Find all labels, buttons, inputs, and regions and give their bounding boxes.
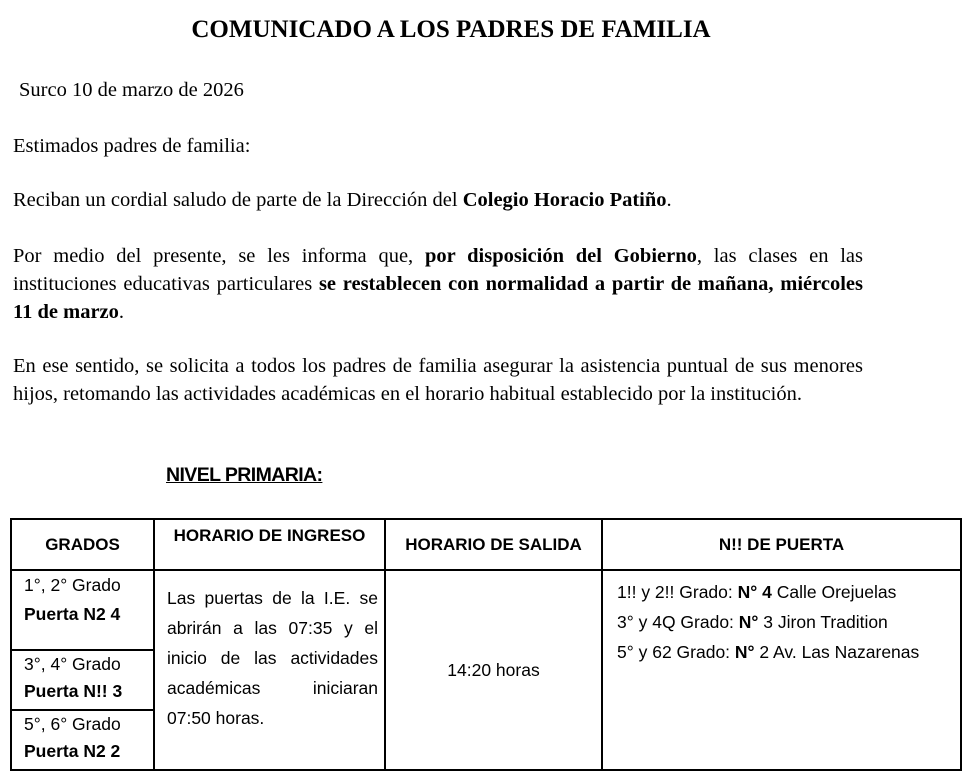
door-number: N° bbox=[738, 612, 759, 632]
p2-text-a: Por medio del presente, se les informa que, bbox=[13, 245, 425, 267]
schedule-table bbox=[10, 518, 962, 771]
door-street: Calle Orejuelas bbox=[771, 582, 897, 602]
header-grades: GRADOS bbox=[11, 519, 154, 570]
level-heading: NIVEL PRIMARIA: bbox=[166, 464, 323, 486]
header-exit: HORARIO DE SALIDA bbox=[385, 519, 602, 570]
door-street: 3 Jiron Tradition bbox=[758, 612, 888, 632]
p2-bold-government: por disposición del Gobierno bbox=[424, 245, 697, 267]
grade-door: Puerta N!! 3 bbox=[24, 681, 123, 701]
door-item bbox=[617, 607, 954, 637]
header-entry: HORARIO DE INGRESO bbox=[154, 519, 385, 570]
p2-text-c: , las clases en las instituciones educativas particulares bbox=[13, 245, 864, 295]
school-name: Colegio Horacio Patiño bbox=[462, 189, 667, 211]
grade-door: Puerta N2 2 bbox=[24, 741, 121, 761]
document-date: Surco 10 de marzo de 2026 bbox=[19, 79, 244, 101]
p1-end: . bbox=[666, 189, 672, 211]
door-grades: 1!! y 2!! Grado: bbox=[617, 582, 738, 602]
greeting: Estimados padres de familia: bbox=[13, 135, 251, 157]
table-row bbox=[11, 570, 961, 650]
header-door: N!! DE PUERTA bbox=[602, 519, 961, 570]
door-list bbox=[602, 570, 961, 770]
exit-schedule: 14:20 horas bbox=[385, 570, 602, 770]
p2-bold-resume: se restablecen con normalidad a partir de mañana, miércoles 11 de marzo bbox=[13, 273, 863, 323]
grade-cell bbox=[11, 570, 154, 650]
grade-label: 3°, 4° Grado bbox=[24, 654, 121, 674]
grade-cell bbox=[11, 650, 154, 710]
p2-end: . bbox=[118, 301, 125, 323]
door-grades: 5° y 62 Grado: bbox=[617, 642, 735, 662]
p1-text: Reciban un cordial saludo de parte de la Dirección del bbox=[13, 189, 463, 211]
grade-label: 5°, 6° Grado bbox=[24, 714, 121, 734]
door-item bbox=[617, 637, 954, 667]
paragraph-announcement bbox=[13, 242, 863, 326]
grade-door: Puerta N2 4 bbox=[24, 604, 121, 624]
entry-schedule: Las puertas de la I.E. se abrirán a las 07:35 y el inicio de las actividades académicas iniciaran 07:50 horas. bbox=[154, 570, 385, 770]
table-header-row bbox=[11, 519, 961, 570]
door-number: N° 4 bbox=[737, 582, 772, 602]
door-street: 2 Av. Las Nazarenas bbox=[754, 642, 920, 662]
grade-label: 1°, 2° Grado bbox=[24, 575, 121, 595]
door-item bbox=[617, 577, 954, 607]
document-title: COMUNICADO A LOS PADRES DE FAMILIA bbox=[191, 16, 711, 43]
paragraph-greeting bbox=[13, 186, 863, 214]
paragraph-attendance: En ese sentido, se solicita a todos los padres de familia asegurar la asistencia puntual de sus menores hijos, retomando las actividades académicas en el horario habitual establecido por la institución. bbox=[13, 355, 863, 405]
door-number: N° bbox=[734, 642, 755, 662]
door-grades: 3° y 4Q Grado: bbox=[617, 612, 739, 632]
grade-cell bbox=[11, 710, 154, 770]
